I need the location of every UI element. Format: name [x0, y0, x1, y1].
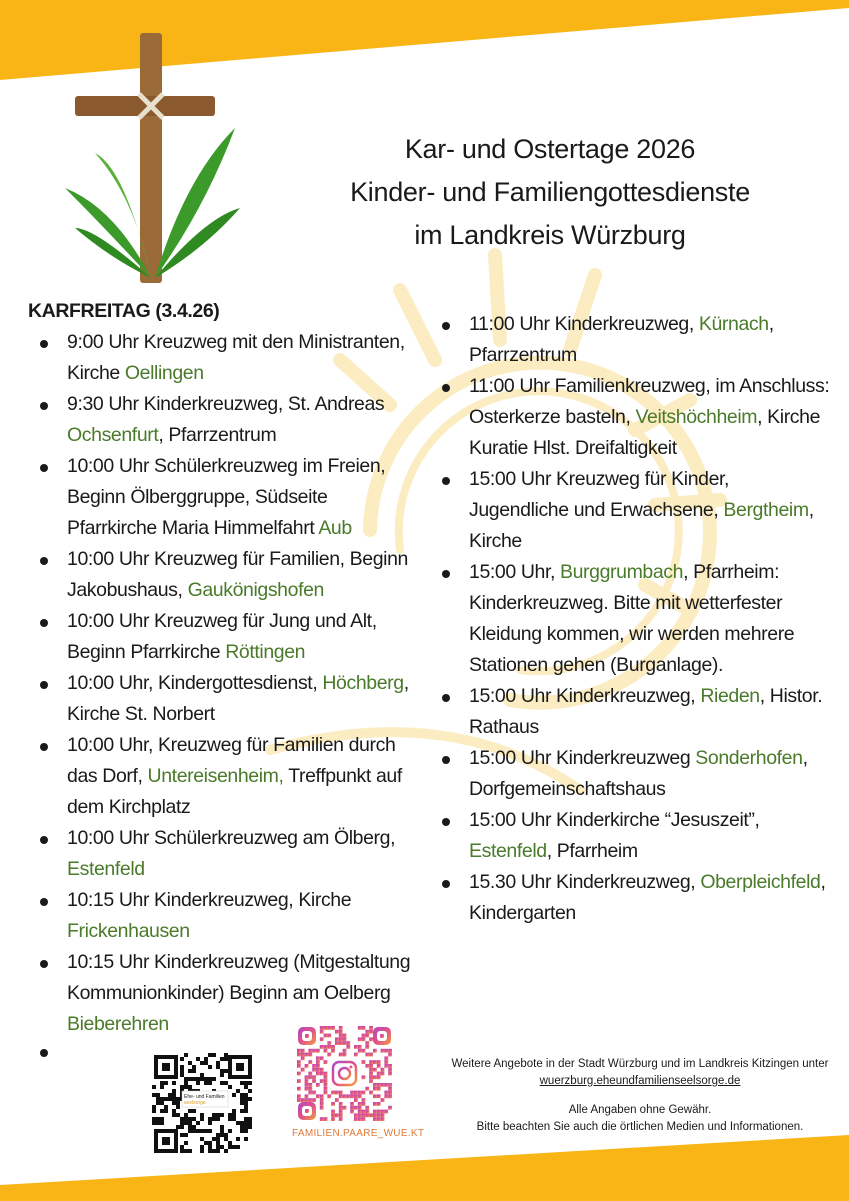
event-place: Gaukönigshofen — [187, 579, 324, 601]
event-text: , Pfarrheim — [546, 840, 638, 862]
event-text: , Dorfgemeinschaftshaus — [469, 747, 808, 800]
event-text: 10:00 Uhr, Kreuzweg für Familien durch das Dorf, — [67, 734, 396, 787]
event-item — [430, 557, 830, 681]
event-place: Röttingen — [225, 641, 306, 663]
bullet-icon — [40, 960, 48, 968]
event-item — [28, 389, 418, 451]
event-place: Estenfeld — [469, 840, 547, 862]
page-title — [330, 128, 770, 257]
bullet-icon — [40, 464, 48, 472]
event-place: Oberpleichfeld — [700, 871, 821, 893]
event-item — [28, 544, 418, 606]
bullet-icon — [40, 743, 48, 751]
event-place: Untereisenheim, — [147, 765, 284, 787]
event-text: 10:00 Uhr Kreuzweg für Familien, Beginn Jakobushaus, — [67, 548, 408, 601]
event-text: 10:15 Uhr Kinderkreuzweg, Kirche — [67, 889, 352, 911]
event-text: , Pfarrzentrum — [469, 313, 774, 366]
instagram-qr-code[interactable] — [297, 1026, 392, 1121]
footer-line-1: Weitere Angebote in der Stadt Würzburg und im Landkreis Kitzingen unter — [451, 1058, 829, 1070]
event-place: Ochsenfurt — [67, 424, 159, 446]
event-item — [28, 730, 418, 823]
event-place: Oellingen — [124, 362, 204, 384]
event-item — [430, 867, 830, 929]
title-line-1: Kar- und Ostertage 2026 — [404, 134, 696, 164]
event-item — [28, 606, 418, 668]
footer-note: Bitte beachten Sie auch die örtlichen Medien und Informationen. — [476, 1121, 804, 1133]
website-qr-code[interactable] — [152, 1053, 254, 1155]
event-place: Bieberehren — [67, 1013, 169, 1035]
bullet-icon — [442, 880, 450, 888]
event-text: , Pfarrzentrum — [158, 424, 277, 446]
bullet-icon — [442, 694, 450, 702]
bottom-yellow-band — [0, 1135, 849, 1201]
event-place: Rieden — [700, 685, 760, 707]
event-item — [430, 681, 830, 743]
event-text: 9:00 Uhr Kreuzweg mit den Ministranten, Kirche — [67, 331, 405, 384]
event-item — [430, 371, 830, 464]
footer-website-link[interactable]: wuerzburg.eheundfamilienseelsorge.de — [539, 1075, 741, 1087]
bullet-icon — [442, 477, 450, 485]
event-text: , Pfarrheim: Kinderkreuzweg. Bitte mit wetterfester Kleidung kommen, wir werden mehrere Stationen gehen (Burganlage). — [469, 561, 795, 676]
event-item — [430, 464, 830, 557]
footer-disclaimer: Alle Angaben ohne Gewähr. — [568, 1104, 712, 1116]
title-line-3: im Landkreis Würzburg — [414, 220, 686, 250]
event-item — [28, 327, 418, 389]
event-text: 15:00 Uhr Kinderkreuzweg, — [469, 685, 701, 707]
event-text: 10:15 Uhr Kinderkreuzweg (Mitgestaltung Kommunionkinder) Beginn am Oelberg — [67, 951, 411, 1004]
event-place: Estenfeld — [67, 858, 145, 880]
event-text: 15.30 Uhr Kinderkreuzweg, — [469, 871, 701, 893]
event-text: 15:00 Uhr, — [469, 561, 560, 583]
bullet-icon — [442, 322, 450, 330]
qr-logo-line-1: Ehe- und Familien — [184, 1094, 225, 1100]
event-text: , Kindergarten — [469, 871, 826, 924]
event-place: Höchberg — [322, 672, 404, 694]
event-text: 11:00 Uhr Familienkreuzweg, im Anschluss: Osterkerze basteln, — [469, 375, 830, 428]
bullet-icon — [40, 681, 48, 689]
event-text: , Kirche St. Norbert — [67, 672, 409, 725]
left-column — [28, 296, 418, 1040]
event-place: Frickenhausen — [67, 920, 190, 942]
event-place: Aub — [318, 517, 352, 539]
event-item — [430, 805, 830, 867]
event-place: Bergtheim — [723, 499, 809, 521]
bullet-icon — [40, 898, 48, 906]
event-item — [28, 823, 418, 885]
event-place: Kürnach — [698, 313, 769, 335]
bullet-icon — [442, 570, 450, 578]
title-line-2: Kinder- und Familiengottesdienste — [350, 177, 750, 207]
event-text: , Histor. Rathaus — [469, 685, 823, 738]
bullet-icon — [40, 619, 48, 627]
event-text: 15:00 Uhr Kreuzweg für Kinder, Jugendliche und Erwachsene, — [469, 468, 730, 521]
event-place: Burggrumbach — [560, 561, 684, 583]
event-text: 10:00 Uhr Schülerkreuzweg am Ölberg, — [67, 827, 396, 849]
event-text: , Kirche Kuratie Hlst. Dreifaltigkeit — [469, 406, 821, 459]
event-item — [28, 885, 418, 947]
event-item — [430, 743, 830, 805]
event-text: 15:00 Uhr Kinderkreuzweg — [469, 747, 696, 769]
event-text: 15:00 Uhr Kinderkirche “Jesuszeit”, — [469, 809, 760, 831]
left-event-list — [28, 327, 418, 1040]
event-place: Sonderhofen — [695, 747, 803, 769]
instagram-handle: FAMILIEN.PAARE_WUE.KT — [292, 1128, 425, 1139]
footer-info — [440, 1056, 840, 1136]
event-text: 10:00 Uhr Kreuzweg für Jung und Alt, Beginn Pfarrkirche — [67, 610, 377, 663]
bullet-icon — [442, 756, 450, 764]
event-text: , Kirche — [469, 499, 814, 552]
right-event-list — [430, 309, 830, 929]
event-text: 9:30 Uhr Kinderkreuzweg, St. Andreas — [67, 393, 385, 415]
event-text: 10:00 Uhr Schülerkreuzweg im Freien, Beginn Ölberggruppe, Südseite Pfarrkirche Maria Himmelfahrt — [67, 455, 386, 539]
bullet-icon — [40, 402, 48, 410]
event-text: 10:00 Uhr, Kindergottesdienst, — [67, 672, 323, 694]
section-heading: KARFREITAG (3.4.26) — [28, 300, 220, 322]
qr-logo-line-2: seelsorge — [184, 1100, 206, 1106]
event-place: Veitshöchheim — [635, 406, 758, 428]
event-text: Treffpunkt auf dem Kirchplatz — [67, 765, 402, 818]
bullet-icon — [442, 384, 450, 392]
bullet-icon — [442, 818, 450, 826]
event-text: 11:00 Uhr Kinderkreuzweg, — [469, 313, 699, 335]
event-item — [28, 451, 418, 544]
bullet-icon — [40, 836, 48, 844]
cross-palm-illustration — [55, 28, 245, 288]
event-item — [430, 309, 830, 371]
bullet-icon — [40, 340, 48, 348]
event-item — [28, 668, 418, 730]
right-column — [430, 309, 830, 929]
empty-bullet — [40, 1049, 48, 1057]
bullet-icon — [40, 557, 48, 565]
